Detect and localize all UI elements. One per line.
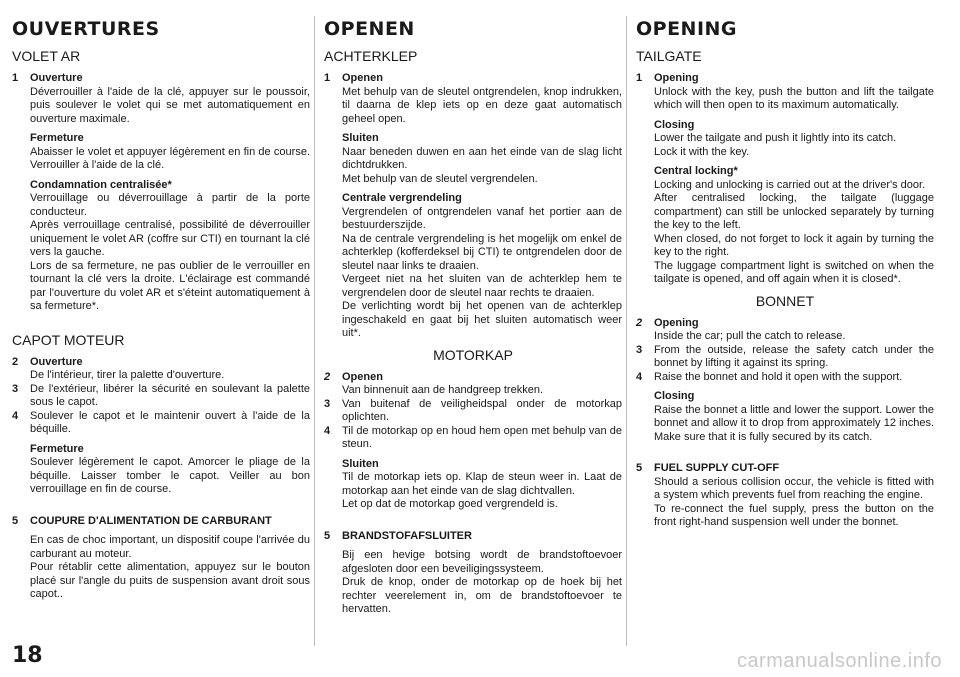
- closing-text: Met behulp van de sleutel vergrendelen.: [342, 172, 538, 185]
- closing-label: Sluiten: [342, 132, 379, 144]
- tailgate-heading: TAILGATE: [636, 48, 702, 64]
- entry-number: 2: [324, 370, 331, 383]
- central-locking-text: When closed, do not forget to lock it again by turning the key to the right.: [654, 232, 934, 258]
- entry-fuel-cutoff: [636, 462, 934, 530]
- entry-number: 5: [12, 514, 19, 527]
- central-locking-text: Na de centrale vergrendeling is het mogelijk om enkel de achterklep (kofferdeksel bij CTI) te ontgrendelen door de sleutel naar links te draaien.: [342, 232, 622, 272]
- closing-text: Naar beneden duwen en aan het einde van de slag licht dichtdrukken.: [342, 145, 622, 171]
- entry-fuel-cutoff: [324, 530, 622, 617]
- entry-text: To re-connect the fuel supply, press the button on the front right-hand suspension well under the bonnet.: [654, 502, 934, 528]
- entry-text: Raise the bonnet and hold it open with the support.: [654, 370, 903, 383]
- entry-text: Unlock with the key, push the button and lift the tailgate which will then open to its maximum automatically.: [654, 85, 934, 111]
- closing-text: Lock it with the key.: [654, 145, 750, 158]
- central-locking-text: Vergrendelen of ontgrendelen vanaf het portier aan de bestuurderszijde.: [342, 205, 622, 231]
- central-locking-label: Centrale vergrendeling: [342, 192, 462, 204]
- column-divider: [314, 16, 315, 646]
- entry-text: From the outside, release the safety catch under the bonnet by lifting it against its spring.: [654, 343, 934, 369]
- entry-label: Opening: [654, 316, 699, 329]
- entry-number: 5: [324, 529, 331, 542]
- closing-text: Til de motorkap iets op. Klap de steun weer in. Laat de motorkap aan het einde van de slag dichtvallen.: [342, 471, 622, 497]
- central-locking-text: After centralised locking, the tailgate (luggage compartment) can still be unlocked separately by turning the key to the left.: [654, 192, 934, 231]
- closing-label: Fermeture: [30, 442, 84, 455]
- entry-text: En cas de choc important, un dispositif coupe l'arrivée du carburant au moteur.: [30, 534, 310, 560]
- watermark: carmanualsonline.info: [736, 650, 942, 672]
- entry-text: Til de motorkap op en houd hem open met behulp van de steun.: [342, 424, 622, 450]
- entry-number: 3: [324, 397, 331, 410]
- entry-label: Opening: [654, 72, 699, 84]
- entry-bonnet-step: [636, 344, 934, 371]
- entry-fuel-cutoff: [12, 515, 310, 602]
- entry-bonnet-closing: [12, 437, 310, 497]
- entry-text: Déverrouiller à l'aide de la clé, appuyer sur le poussoir, puis soulever le volet qui se met automatiquement en ouverture maximale.: [30, 85, 310, 125]
- entry-bonnet-opening: [636, 317, 934, 344]
- central-locking-text: Locking and unlocking is carried out at the driver's door.: [654, 178, 926, 191]
- entry-bonnet-closing: [636, 384, 934, 444]
- entry-text: Pour rétablir cette alimentation, appuyez sur le bouton placé sur l'angle du puits de suspension avant droit sous capot..: [30, 561, 310, 600]
- entry-number: 4: [636, 370, 643, 383]
- entry-tailgate-opening: [12, 72, 310, 314]
- entry-tailgate-opening: [324, 72, 622, 341]
- closing-label: Sluiten: [342, 457, 379, 470]
- closing-text: Soulever légèrement le capot. Amorcer le pliage de la béquille. Laisser tomber le capot. Veiller au bon verrouillage en fin de course.: [30, 456, 310, 495]
- central-locking-text: Vergeet niet na het sluiten van de achterklep hem te vergrendelen door de sleutel naar rechts te draaien.: [342, 273, 622, 299]
- entry-bonnet-opening: [12, 356, 310, 383]
- entry-bonnet-step: [12, 383, 310, 410]
- entry-text: Van binnenuit aan de handgreep trekken.: [342, 384, 544, 396]
- entry-number: 1: [636, 72, 643, 84]
- entry-bonnet-step: [324, 398, 622, 425]
- bonnet-heading: CAPOT MOTEUR: [12, 331, 125, 348]
- tailgate-heading: VOLET AR: [12, 48, 81, 64]
- entry-bonnet-closing: [324, 452, 622, 512]
- entry-label: COUPURE D'ALIMENTATION DE CARBURANT: [30, 514, 272, 527]
- entry-number: 3: [636, 343, 643, 356]
- closing-text: Let op dat de motorkap goed vergrendeld is.: [342, 498, 558, 510]
- bonnet-heading: BONNET: [755, 292, 815, 309]
- section-title: OPENING: [636, 18, 738, 40]
- entry-label: Openen: [342, 72, 383, 84]
- central-locking-text: Lors de sa fermeture, ne pas oublier de le verrouiller en tournant la clé vers la droite. L'éclairage est commandé par l'ouverture du volet AR et s'éteint automatiquement à sa fermeture*.: [30, 259, 310, 312]
- entry-number: 3: [12, 382, 19, 395]
- central-locking-text: De verlichting wordt bij het openen van de achterklep ingeschakeld en gaat bij het sluiten automatisch weer uit*.: [342, 300, 622, 339]
- entry-label: Ouverture: [30, 72, 83, 84]
- section-title: OPENEN: [324, 18, 415, 40]
- entry-number: 1: [324, 72, 331, 84]
- central-locking-label: Central locking*: [654, 165, 738, 177]
- entry-bonnet-step: [324, 425, 622, 452]
- closing-label: Closing: [654, 390, 695, 402]
- entry-label: Ouverture: [30, 355, 83, 368]
- entry-bonnet-step: [636, 371, 934, 385]
- entry-label: BRANDSTOFAFSLUITER: [342, 529, 472, 542]
- entry-text: Should a serious collision occur, the vehicle is fitted with a system which prevents fuel from reaching the engine.: [654, 475, 934, 501]
- closing-text: Raise the bonnet a little and lower the support. Lower the bonnet and allow it to drop from approximately 12 inches. Make sure that it is fully secured by its catch.: [654, 403, 934, 443]
- section-title: OUVERTURES: [12, 18, 160, 40]
- closing-text: Abaisser le volet et appuyer légèrement en fin de course. Verrouiller à l'aide de la clé.: [30, 145, 310, 171]
- column-divider: [626, 16, 627, 646]
- column-english: [636, 18, 934, 530]
- entry-bonnet-step: [12, 410, 310, 437]
- entry-tailgate-opening: [636, 72, 934, 287]
- entry-text: Van buitenaf de veiligheidspal onder de motorkap oplichten.: [342, 397, 622, 423]
- entry-text: Druk de knop, onder de motorkap op de hoek bij het rechter veerelement in, om de brandstoftoevoer te hervatten.: [342, 576, 622, 615]
- entry-text: Inside the car; pull the catch to release.: [654, 330, 846, 342]
- central-locking-text: The luggage compartment light is switched on when the tailgate is opened, and off again when it is closed*.: [654, 259, 934, 285]
- closing-label: Fermeture: [30, 132, 84, 144]
- entry-number: 4: [12, 409, 19, 422]
- tailgate-heading: ACHTERKLEP: [324, 48, 418, 64]
- central-locking-text: Verrouillage ou déverrouillage à partir de la porte conducteur.: [30, 192, 310, 218]
- entry-bonnet-opening: [324, 371, 622, 398]
- entry-label: FUEL SUPPLY CUT-OFF: [654, 462, 780, 474]
- entry-number: 2: [12, 355, 19, 368]
- entry-text: Bij een hevige botsing wordt de brandstoftoevoer afgesloten door een beveiligingssysteem.: [342, 549, 622, 575]
- entry-number: 2: [636, 316, 643, 329]
- page-number: 18: [12, 643, 43, 668]
- central-locking-text: Après verrouillage centralisé, possibilité de déverrouiller uniquement le volet AR (coffre sur CTI) en tournant la clé vers la gauche.: [30, 219, 310, 258]
- entry-label: Openen: [342, 370, 383, 383]
- entry-text: Met behulp van de sleutel ontgrendelen, knop indrukken, til daarna de klep iets op en deze gaat automatisch geheel open.: [342, 85, 622, 125]
- column-dutch: [324, 18, 622, 617]
- central-locking-label: Condamnation centralisée*: [30, 178, 172, 191]
- column-french: [12, 18, 310, 602]
- closing-text: Lower the tailgate and push it lightly into its catch.: [654, 132, 897, 144]
- closing-label: Closing: [654, 118, 695, 131]
- bonnet-heading: MOTORKAP: [433, 346, 513, 363]
- entry-number: 5: [636, 462, 643, 474]
- entry-number: 1: [12, 72, 19, 84]
- entry-text: De l'extérieur, libérer la sécurité en soulevant la palette sous le capot.: [30, 382, 310, 408]
- entry-text: De l'intérieur, tirer la palette d'ouverture.: [30, 369, 225, 381]
- entry-text: Soulever le capot et le maintenir ouvert à l'aide de la béquille.: [30, 409, 310, 435]
- entry-number: 4: [324, 424, 331, 437]
